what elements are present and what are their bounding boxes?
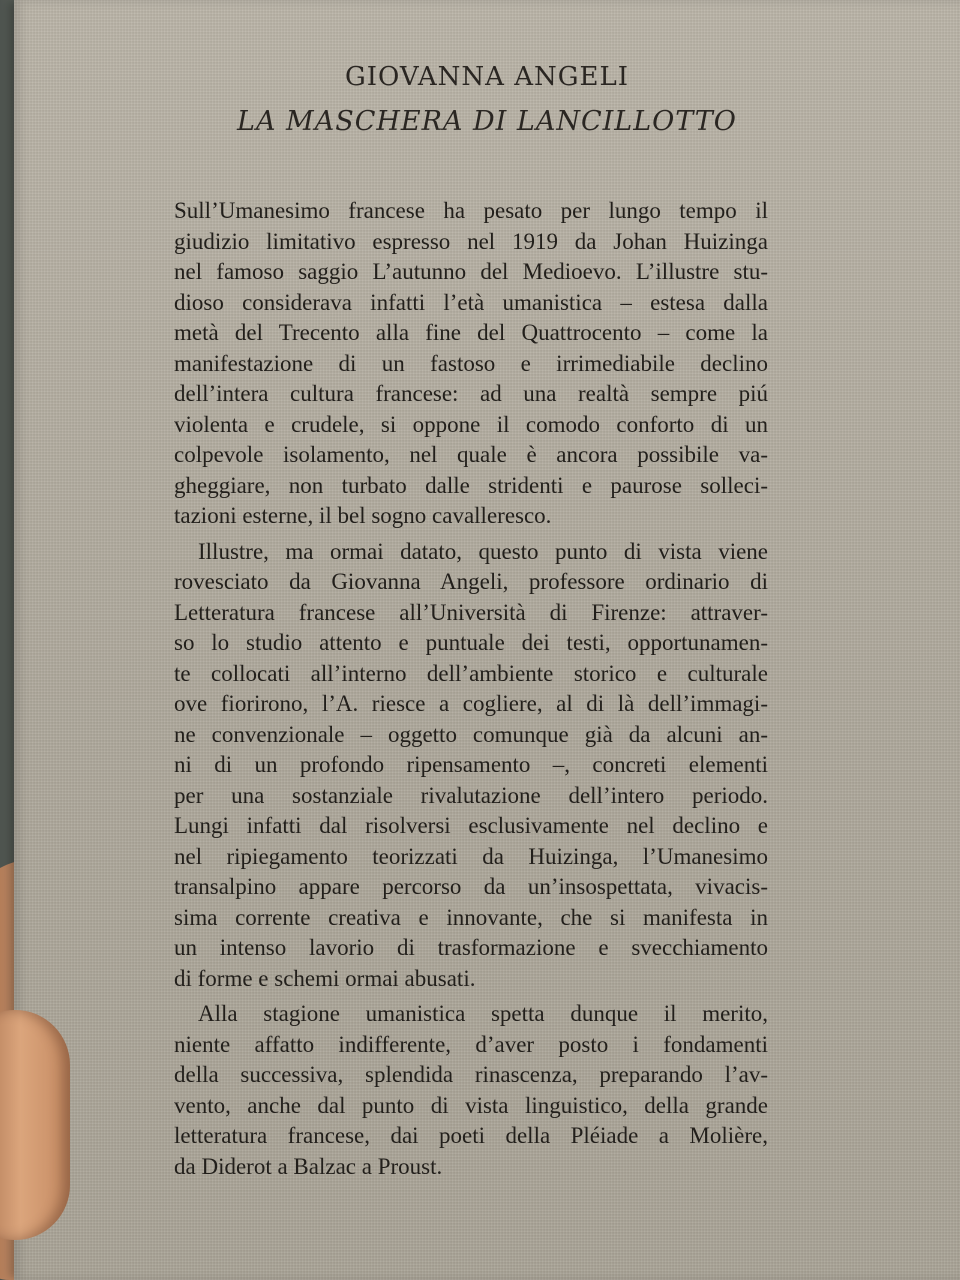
text-line: gheggiare, non turbato dalle stridenti e paurose solleci-: [174, 472, 768, 498]
text-line: transalpino appare percorso da un’insospettata, vivacis-: [174, 874, 768, 899]
blurb-paragraph-1: [174, 196, 768, 532]
text-line: sima corrente creativa e innovante, che si manifesta in: [174, 904, 768, 930]
text-line: nel famoso saggio L’autunno del Medioevo. L’illustre stu-: [174, 259, 768, 284]
text-line: ni di un profondo ripensamento –, concreti elementi: [174, 752, 768, 777]
text-line: so lo studio attento e puntuale dei testi, opportunamen-: [174, 630, 768, 655]
text-line: Letteratura francese all’Università di Firenze: attraver-: [174, 599, 768, 625]
text-line: ove fiorirono, l’A. riesce a cogliere, al di là dell’immagi-: [174, 691, 768, 716]
blurb-paragraph-2: [174, 537, 768, 995]
text-line: nel ripiegamento teorizzati da Huizinga, l’Umanesimo: [174, 843, 768, 869]
book-back-cover: [14, 0, 960, 1280]
author-name: GIOVANNA ANGELI: [344, 62, 630, 92]
text-line: Alla stagione umanistica spetta dunque il merito,: [198, 1001, 768, 1026]
text-line: tazioni esterne, il bel sogno cavalleresco.: [174, 503, 552, 528]
text-line: te collocati all’interno dell’ambiente storico e culturale: [174, 660, 768, 686]
text-line: vento, anche dal punto di vista linguistico, della grande: [174, 1092, 768, 1118]
text-line: di forme e schemi ormai abusati.: [174, 965, 476, 991]
text-line: dioso considerava infatti l’età umanistica – estesa dalla: [174, 289, 768, 315]
blurb-paragraph-3: [174, 999, 768, 1182]
text-line: manifestazione di un fastoso e irrimediabile declino: [174, 350, 768, 376]
blurb-text: [174, 196, 768, 1182]
text-line: Illustre, ma ormai datato, questo punto di vista viene: [198, 538, 768, 564]
text-line: metà del Trecento alla fine del Quattrocento – come la: [174, 320, 768, 345]
text-line: Lungi infatti dal risolversi esclusivamente nel declino e: [174, 813, 768, 838]
text-line: dell’intera cultura francese: ad una realtà sempre piú: [174, 381, 768, 406]
text-line: ne convenzionale – oggetto comunque già da alcuni an-: [174, 721, 768, 747]
text-line: giudizio limitativo espresso nel 1919 da Johan Huizinga: [174, 228, 768, 254]
book-title: LA MASCHERA DI LANCILLOTTO: [237, 106, 737, 137]
text-line: un intenso lavorio di trasformazione e svecchiamento: [174, 935, 768, 960]
text-line: da Diderot a Balzac a Proust.: [174, 1153, 443, 1179]
text-line: colpevole isolamento, nel quale è ancora possibile va-: [174, 442, 768, 467]
text-line: letteratura francese, dai poeti della Pléiade a Molière,: [174, 1123, 768, 1148]
text-line: per una sostanziale rivalutazione dell’intero periodo.: [174, 782, 768, 808]
text-line: rovesciato da Giovanna Angeli, professore ordinario di: [174, 569, 768, 594]
thumb: [0, 1010, 70, 1240]
text-line: Sull’Umanesimo francese ha pesato per lungo tempo il: [174, 198, 768, 223]
text-line: violenta e crudele, si oppone il comodo conforto di un: [174, 411, 768, 437]
text-line: della successiva, splendida rinascenza, preparando l’av-: [174, 1062, 768, 1087]
text-line: niente affatto indifferente, d’aver posto i fondamenti: [174, 1031, 768, 1057]
